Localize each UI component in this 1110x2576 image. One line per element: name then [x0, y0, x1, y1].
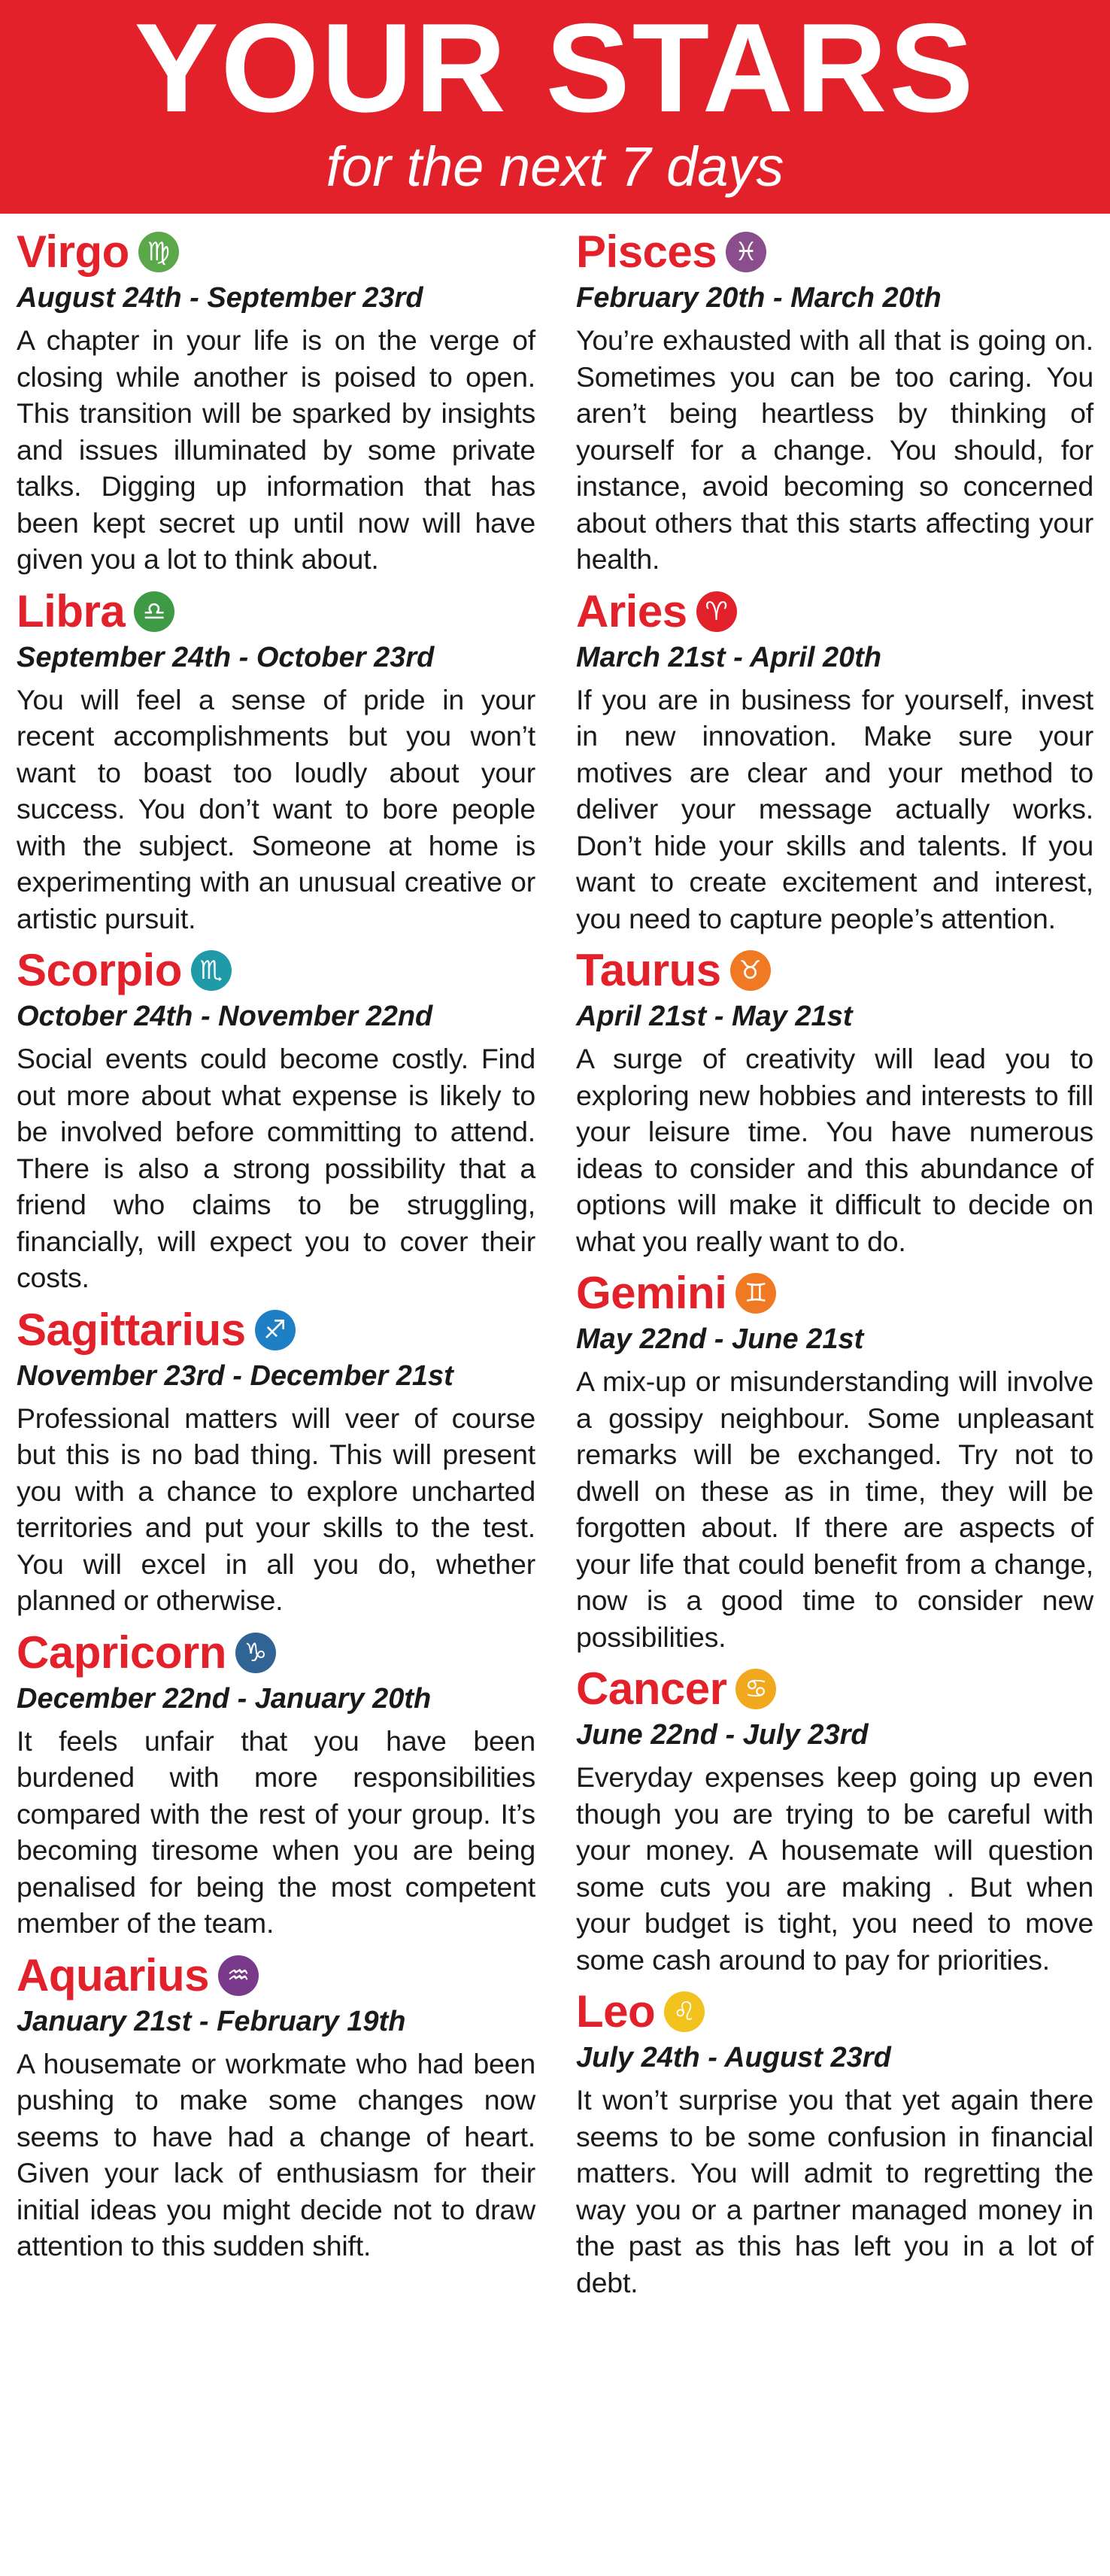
sign-header	[576, 224, 1093, 280]
sign-name-scorpio: Scorpio	[17, 945, 182, 995]
sign-forecast-taurus: A surge of creativity will lead you to exploring new hobbies and interests to fill your leisure time. You have numerous ideas to consider and this abundance of options will make it difficult to decide on what you really want to do.	[576, 1043, 1093, 1257]
sign-dates-aries: March 21st - April 20th	[576, 641, 882, 673]
sign-forecast-capricorn: It feels unfair that you have been burdened with more responsibilities compared with the rest of your group. It’s becoming tiresome when you are being penalised for being the most competent member of the team.	[17, 1724, 535, 1939]
sign-forecast-gemini: A mix-up or misunderstanding will involve a gossipy neighbour. Some unpleasant remarks will be exchanged. Try not to dwell on these as in time, they will be forgotten about. If there are aspects of your life that could benefit from a change, now is a good time to consider new possibilities.	[576, 1365, 1093, 1653]
cancer-icon: ♋	[735, 1669, 776, 1709]
sign-dates-taurus: April 21st - May 21st	[576, 1001, 853, 1032]
sagittarius-icon: ♐	[255, 1310, 296, 1350]
sign-dates-libra: September 24th - October 23rd	[17, 641, 435, 673]
sign-dates-cancer: June 22nd - July 23rd	[576, 1719, 869, 1751]
sign-header	[17, 224, 535, 280]
sign-name-virgo: Virgo	[17, 226, 129, 277]
sign-header	[17, 1948, 535, 2003]
sign-entry-cancer	[576, 1661, 1093, 1978]
left-column	[17, 224, 535, 2307]
libra-icon: ♎	[134, 591, 174, 632]
sign-entry-sagittarius	[17, 1302, 535, 1619]
sign-forecast-sagittarius: Professional matters will veer of course but this is no bad thing. This will present you with a chance to explore uncharted territories and put your skills to the test. You will excel in all you do, whether planned or otherwise.	[17, 1402, 535, 1616]
sign-forecast-pisces: You’re exhausted with all that is going on. Sometimes you can be too caring. You aren’t being heartless by thinking of yourself for a change. You should, for instance, avoid becoming so concerned about others that this starts affecting your health.	[576, 324, 1093, 575]
aquarius-icon: ♒	[218, 1955, 259, 1996]
leo-icon: ♌	[664, 1991, 705, 2032]
sign-dates-virgo: August 24th - September 23rd	[17, 282, 423, 314]
sign-name-libra: Libra	[17, 585, 126, 636]
virgo-icon: ♍	[138, 232, 179, 272]
sign-name-cancer: Cancer	[576, 1663, 727, 1714]
sign-header	[17, 943, 535, 998]
sign-forecast-leo: It won’t surprise you that yet again there seems to be some confusion in financial matters. You will admit to regretting the way you or a partner managed money in the past as this has left you in a lot of debt.	[576, 2084, 1093, 2298]
sign-dates-leo: July 24th - August 23rd	[576, 2042, 891, 2073]
sign-header	[576, 1984, 1093, 2040]
sign-dates-sagittarius: November 23rd - December 21st	[17, 1359, 453, 1392]
taurus-icon: ♉	[730, 950, 771, 991]
sign-dates-pisces: February 20th - March 20th	[576, 282, 942, 314]
sign-name-aries: Aries	[576, 585, 687, 636]
sign-name-taurus: Taurus	[576, 945, 721, 995]
sign-forecast-virgo: A chapter in your life is on the verge of closing while another is poised to open. This transition will be sparked by insights and issues illuminated by some private talks. Digging up information that has been kept secret up until now will have given you a lot to think about.	[17, 324, 535, 575]
sign-name-pisces: Pisces	[576, 226, 717, 277]
sign-entry-virgo	[17, 224, 535, 578]
sign-header	[17, 1625, 535, 1681]
sign-entry-pisces	[576, 224, 1093, 578]
sign-forecast-cancer: Everyday expenses keep going up even though you are trying to be careful with your money. A housemate will question some cuts you are making . But when your budget is tight, you need to move some cash around to pay for priorities.	[576, 1761, 1093, 1976]
sign-entry-scorpio	[17, 943, 535, 1296]
page-title: YOUR STARS	[134, 0, 976, 138]
sign-forecast-scorpio: Social events could become costly. Find out more about what expense is likely to be involved before committing to attend. There is also a strong possibility that a friend who claims to be struggling, financially, will expect you to cover their costs.	[17, 1043, 535, 1293]
aries-icon: ♈	[696, 591, 737, 632]
header-banner	[0, 0, 1110, 214]
sign-entry-aries	[576, 584, 1093, 937]
sign-entry-leo	[576, 1984, 1093, 2301]
sign-name-sagittarius: Sagittarius	[17, 1304, 246, 1355]
sign-forecast-libra: You will feel a sense of pride in your recent accomplishments but you won’t want to boast too loudly about your success. You don’t want to bore people with the subject. Someone at home is experimenting with an unusual creative or artistic pursuit.	[17, 683, 535, 934]
sign-dates-capricorn: December 22nd - January 20th	[17, 1682, 432, 1715]
sign-name-leo: Leo	[576, 1986, 656, 2037]
sign-name-gemini: Gemini	[576, 1268, 727, 1318]
sign-forecast-aquarius: A housemate or workmate who had been pushing to make some changes now seems to have had a change of heart. Given your lack of enthusiasm for their initial ideas you might decide not to draw attention to this sudden shift.	[17, 2047, 535, 2262]
capricorn-icon: ♑	[235, 1633, 276, 1673]
sign-name-aquarius: Aquarius	[17, 1949, 210, 2000]
sign-entry-aquarius	[17, 1948, 535, 2265]
sign-dates-aquarius: January 21st - February 19th	[17, 2005, 406, 2037]
pisces-icon: ♓	[726, 232, 766, 272]
sign-header	[576, 943, 1093, 998]
horoscope-columns	[0, 214, 1110, 2307]
sign-header	[576, 584, 1093, 639]
sign-dates-scorpio: October 24th - November 22nd	[17, 1001, 433, 1032]
scorpio-icon: ♏	[191, 950, 232, 991]
sign-entry-gemini	[576, 1265, 1093, 1655]
sign-header	[17, 584, 535, 639]
sign-dates-gemini: May 22nd - June 21st	[576, 1323, 864, 1355]
sign-forecast-aries: If you are in business for yourself, invest in new innovation. Make sure your motives are clear and your method to deliver your message actually works. Don’t hide your skills and talents. If you want to create excitement and interest, you need to capture people’s attention.	[576, 683, 1093, 934]
right-column	[576, 224, 1093, 2307]
sign-header	[576, 1265, 1093, 1321]
sign-header	[17, 1302, 535, 1358]
page-subtitle: for the next 7 days	[326, 135, 784, 198]
sign-name-capricorn: Capricorn	[17, 1627, 226, 1678]
sign-entry-libra	[17, 584, 535, 937]
sign-header	[576, 1661, 1093, 1717]
sign-entry-capricorn	[17, 1625, 535, 1942]
gemini-icon: ♊	[735, 1273, 776, 1314]
sign-entry-taurus	[576, 943, 1093, 1259]
